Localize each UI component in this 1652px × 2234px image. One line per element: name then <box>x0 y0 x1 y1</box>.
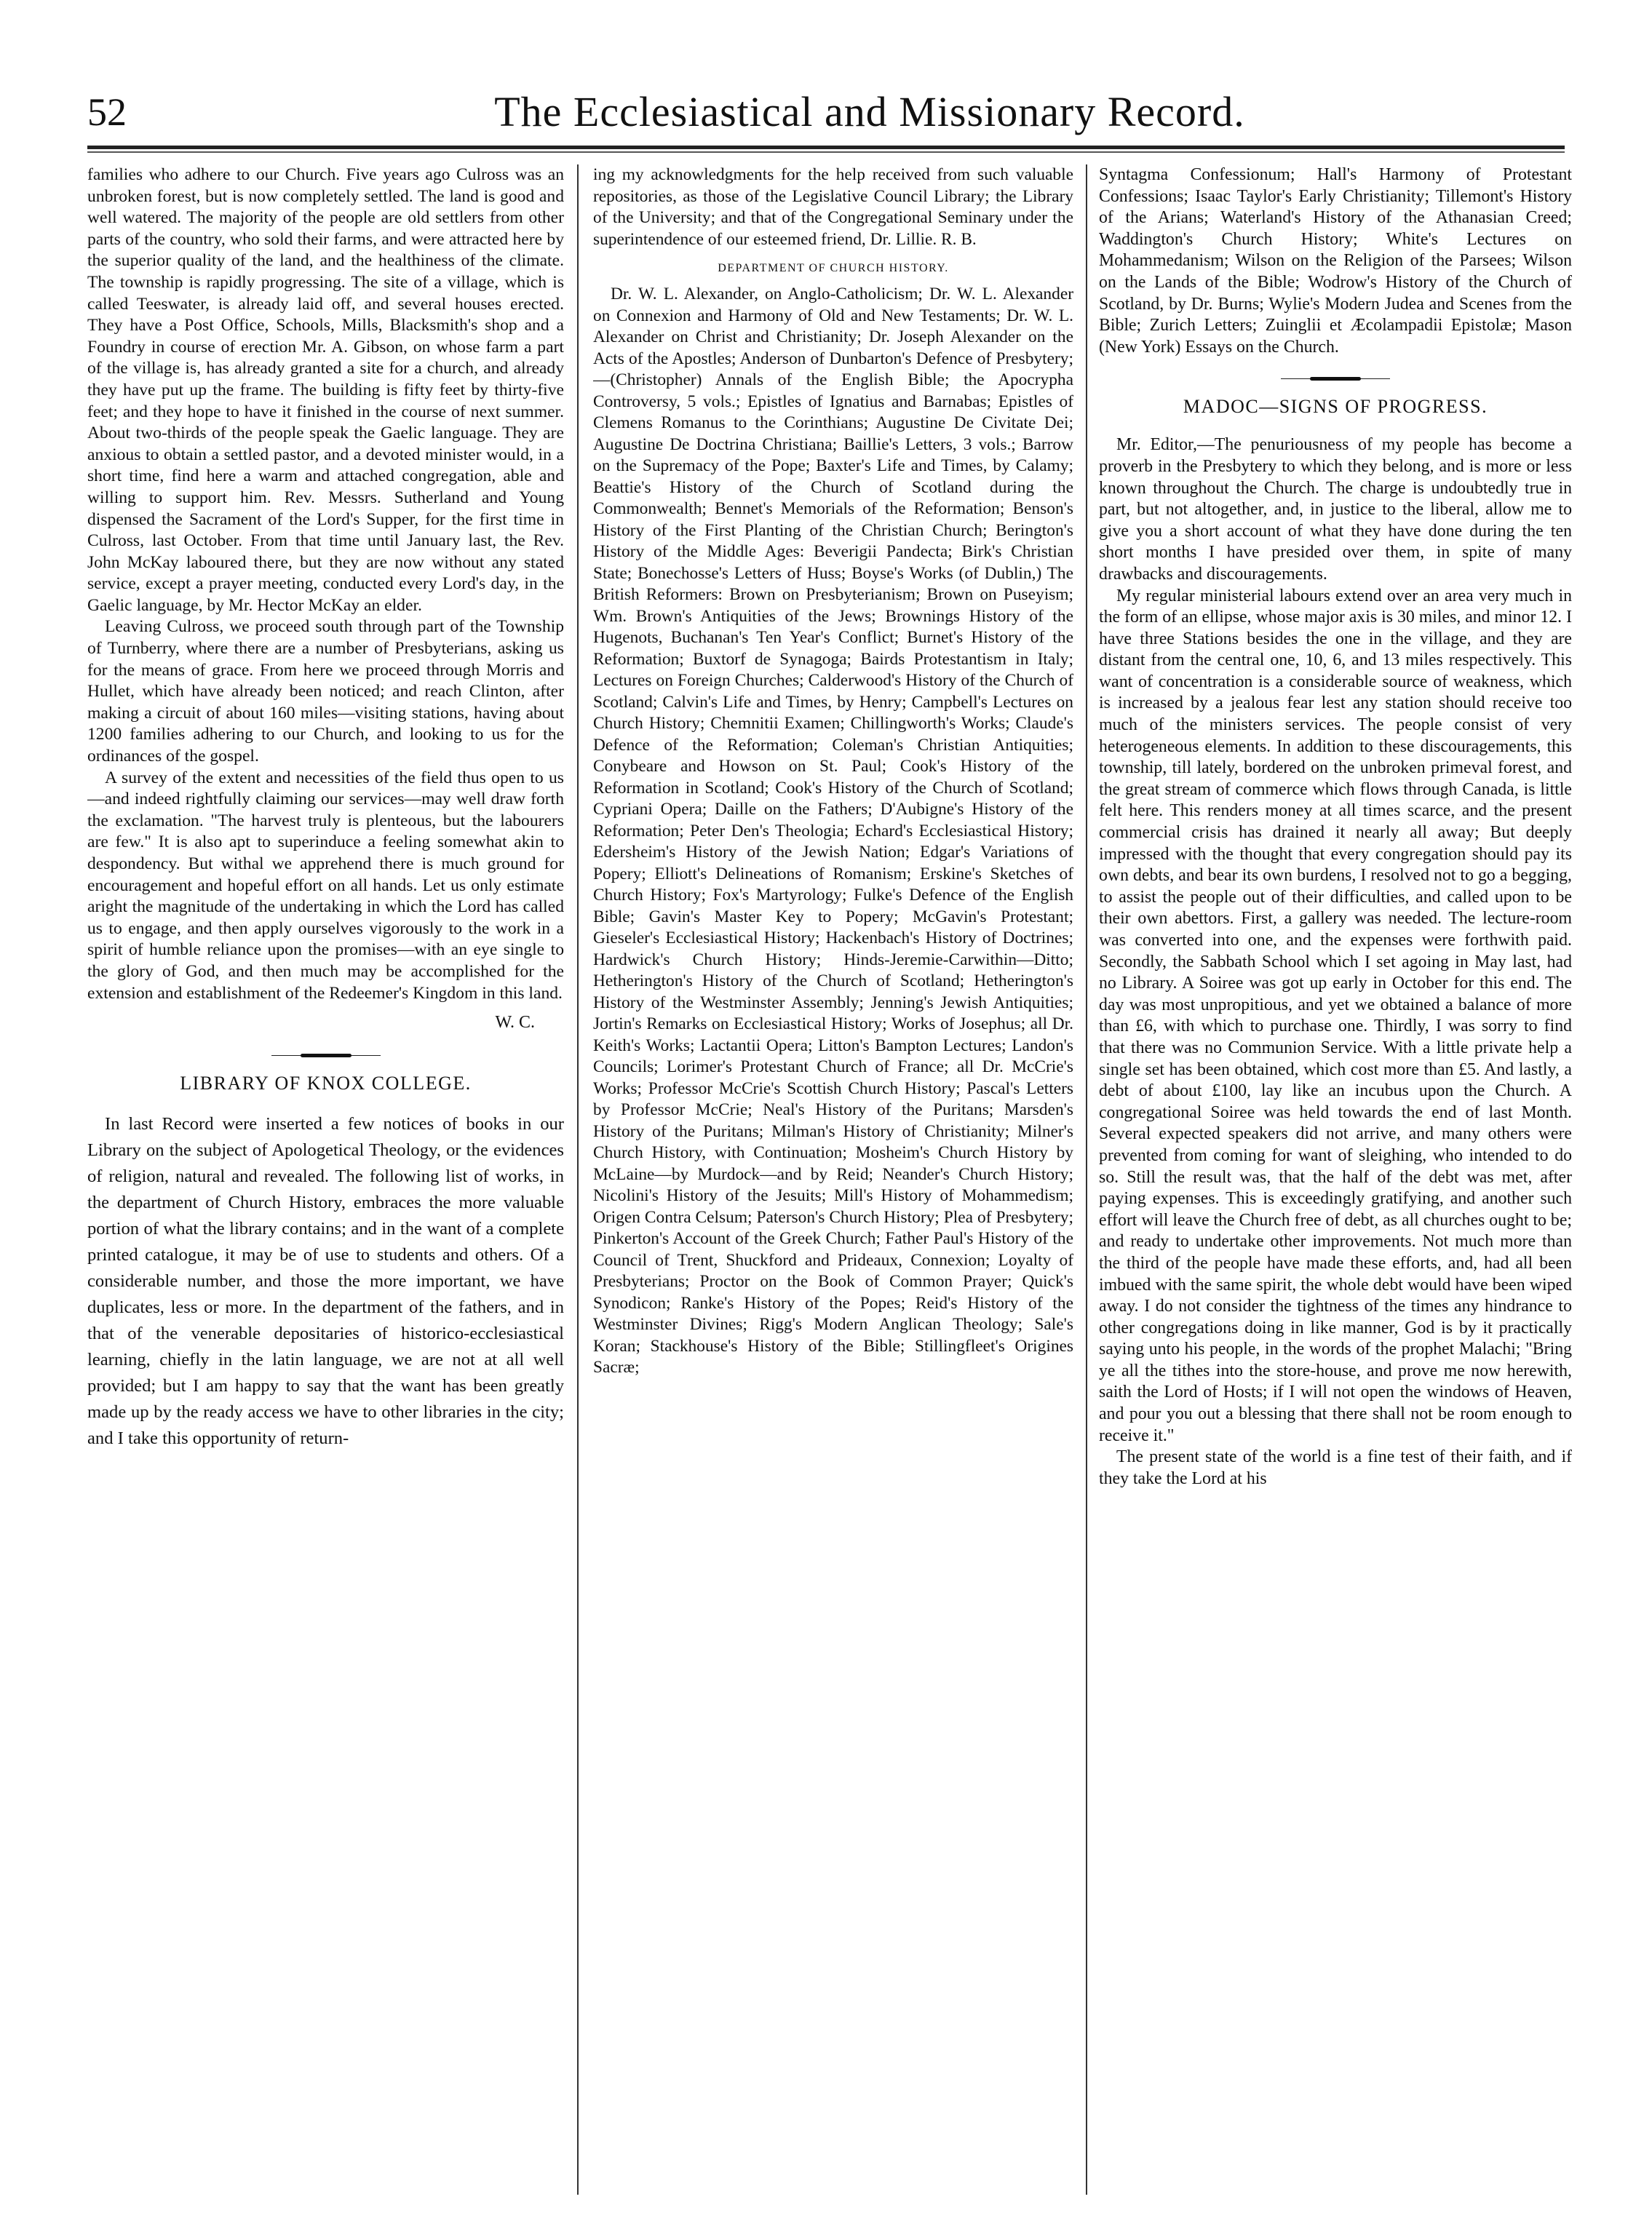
header-rule <box>87 146 1565 149</box>
book-list-continued: Syntagma Confessionum; Hall's Harmony of Protestant Confessions; Isaac Taylor's Early Christianity; Tillemont's History of the Arians; Waterland's History of the Athanasian Creed; Waddington's Church History; White's Lectures on Mohammedanism; Wilson on the Religion of the Parsees; Wilson on the Lands of the Bible; Wodrow's History of the Church of Scotland, by Dr. Burns; Wylie's Modern Judea and Scenes from the Bible; Zurich Letters; Zuinglii et Æcolampadii Epistolæ; Mason (New York) Essays on the Church. <box>1099 165 1572 357</box>
article-paragraph: Leaving Culross, we proceed south through part of the Township of Turnberry, where there are a number of Presbyterians, asking us for the means of grace. From here we proceed through Morris and Hullet, which have already been noticed; and reach Clinton, after making a circuit of about 160 miles—visiting stations, having about 1200 families adhering to our Church, and looking to us for the ordinances of the gospel. <box>87 617 564 766</box>
column-divider <box>577 164 579 2195</box>
book-list: Dr. W. L. Alexander, on Anglo-Catholicism; Dr. W. L. Alexander on Connexion and Harmony of Old and New Testaments; Dr. W. L. Alexander on Christ and Christianity; Dr. Joseph Alexander on the Acts of the Apostles; Anderson of Dunbarton's Defence of Presbytery;—(Christopher) Annals of the English Bible; the Apocrypha Controversy, 5 vols.; Epistles of Ignatius and Barnabas; Epistles of Clemens Romanus to the Corinthians; Augustine De Civitate Dei; Augustine De Doctrina Christiana; Baillie's Letters, 3 vols.; Barrow on the Supremacy of the Pope; Baxter's Life and Times, by Calamy; Beattie's History of the Church of Scotland during the Commonwealth; Bennet's Memorials of the Reformation; Benson's History of the First Planting of the Christian Church; Berington's History of the Middle Ages: Beverigii Pandecta; Birk's Christian State; Bonechosse's Letters of Huss; Boyse's Works (of Dublin,) The British Reformers: Brown on Presbyterianism; Brown on Puseyism; Wm. Brown's Antiquities of the Jews; Brownings History of the Hugenots, Buchanan's Ten Year's Conflict; Burnet's History of the Reformation; Buxtorf de Synagoga; Bairds Protestantism in Italy; Lectures on Foreign Churches; Calderwood's History of the Church of Scotland; Calvin's Life and Times, by Henry; Campbell's Lectures on Church History; Chemnitii Examen; Chillingworth's Works; Claude's Defence of the Reformation; Coleman's Christian Antiquities; Conybeare and Howson on St. Paul; Cook's History of the Reformation in Scotland; Cook's History of the Church of Scotland; Cypriani Opera; Daille on the Fathers; D'Aubigne's History of the Reformation; Peter Den's Theologia; Echard's Ecclesiastical History; Edersheim's History of the Jewish Nation; Edgar's Variations of Popery; Elliott's Delineations of Romanism; Erskine's Sketches of Church History; Fox's Martyrology; Fulke's Defence of the English Bible; Gavin's Master Key to Popery; McGavin's Protestant; Gieseler's Ecclesiastical History; Hackenbach's History of Doctrines; Hardwick's Church History; Hinds-Jeremie-Carwithin—Ditto; Hetherington's History of the Church of Scotland; Hetherington's History of the Westminster Assembly; Jenning's Jewish Antiquities; Jortin's Remarks on Ecclesiastical History; Works of Josephus; all Dr. Keith's Works; Lactantii Opera; Litton's Bampton Lectures; Landon's Councils; Lorimer's Protestant Church of France; all Dr. McCrie's Works; Professor McCrie's Scottish Church History; Pascal's Letters by Professor McCrie; Neal's History of the Puritans; Marsden's History of the Puritans; Milman's History of Christianity; Milner's Church History, with Continuation; Mosheim's Church History by McLaine—by Murdock—and by Reid; Neander's Church History; Nicolini's History of the Jesuits; Mill's History of Mohammedism; Origen Contra Celsum; Paterson's Church History; Plea of Presbytery; Pinkerton's Account of the Greek Church; Father Paul's History of the Council of Trent, Shuckford and Prideaux, Connexion; Loyalty of Presbyterians; Proctor on the Book of Common Prayer; Quick's Synodicon; Ranke's History of the Popes; Reid's History of the Westminster Divines; Rigg's Modern Anglican Theology; Sale's Koran; Stackhouse's History of the Bible; Stillingfleet's Origines Sacræ; <box>593 285 1073 1377</box>
header-rule-thin <box>87 151 1565 153</box>
article-paragraph: In last Record were inserted a few notices of books in our Library on the subject of Apologetical Theology, or the evidences of religion, natural and revealed. The following list of works, in the department of Church History, embraces the more valuable portion of what the library contains; and in the want of a complete printed catalogue, it may be of use to students and others. Of a considerable number, and those the more important, we have duplicates, less or more. In the department of the fathers, and in that of the venerable depositaries of historico-ecclesiastical learning, chiefly in the latin language, we are not at all well provided; but I am happy to say that the want has been greatly made up by the ready access we have to other libraries in the city; and I take this opportunity of return- <box>87 1114 564 1449</box>
subsection-heading: DEPARTMENT OF CHURCH HISTORY. <box>718 262 949 274</box>
section-divider-ornament <box>271 1054 381 1057</box>
library-section <box>87 1070 564 1452</box>
article-paragraph: Mr. Editor,—The penuriousness of my people has become a proverb in the Presbytery to which they belong, and is more or less known throughout the Church. The charge is undoubtedly true in part, but not altogether, and, in justice to the liberal, allow me to give you a short account of what they have done during the ten short months I have presided over them, in spite of many drawbacks and discouragements. <box>1099 435 1572 584</box>
running-title: The Ecclesiastical and Missionary Record. <box>494 88 1245 135</box>
article-paragraph: The present state of the world is a fine test of their faith, and if they take the Lord at his <box>1099 1447 1572 1488</box>
article-paragraph: My regular ministerial labours extend over an area very much in the form of an ellipse, whose major axis is 30 miles, and minor 12. I have three Stations besides the one in the village, and they are distant from the central one, 10, 6, and 13 miles respectively. This want of concentration is a considerable source of weakness, which is increased by a jealous fear lest any station should receive too much of the ministers services. The people consist of very heterogeneous elements. In addition to these discouragements, this township, till lately, bordered on the unbroken primeval forest, and the great stream of commerce which flows through Canada, is little felt here. This renders money at all times scarce, and the present commercial crisis has drained it nearly all away; But deeply impressed with the thought that every congregation should pay its own debts, and bear its own burdens, I resolved not to go a begging, to assist the people out of their difficulties, and called upon to be their own abettors. First, a gallery was needed. The lecture-room was converted into one, and the expenses were forthwith paid. Secondly, the Sabbath School which I set agoing in May last, had no Library. A Soiree was got up early in October for this end. The day was most unpropitious, and yet we obtained a balance of more than £6, with which to purchase one. Thirdly, I was sorry to find that there was no Communion Service. With a little private help a single set has been obtained, which cost more than £5. And lastly, a debt of about £100, lay like an incubus upon the Church. A congregational Soiree was held towards the end of last Month. Several expected speakers did not arrive, and many others were prevented from coming for want of sleighing, who intended to do so. Still the result was, that the half of the debt was met, after paying expenses. This is exceedingly gratifying, and another such effort will leave the Church free of debt, as all churches ought to be; and ready to undertake other improvements. Not much more than the third of the people have made these efforts, and, had all been imbued with the same spirit, the whole debt would have been wiped away. I do not consider the tightness of the times any hindrance to other congregations doing in like manner, God is by it practically saying unto his people, in the words of the prophet Malachi; "Bring ye all the tithes into the store-house, and prove me now herewith, saith the Lord of Hosts; if I will not open the windows of Heaven, and pour you out a blessing that there shall not be room enough to receive it." <box>1099 586 1572 1445</box>
section-heading: MADOC—SIGNS OF PROGRESS. <box>1183 396 1488 418</box>
article-paragraph: A survey of the extent and necessities of the field thus open to us—and indeed rightfully claiming our services—may well draw forth the exclamation. "The harvest truly is plenteous, but the labourers are few." It is also apt to superinduce a feeling somewhat akin to despondency. But withal we apprehend there is much ground for encouragement and hopeful effort on all hands. Let us only estimate aright the magnitude of the undertaking in which the Lord has called us to engage, and then apply ourselves vigorously to the work in a spirit of humble reliance upon the promises—with an eye single to the glory of God, and then much may be accomplished for the extension and establishment of the Redeemer's Kingdom in this land. <box>87 768 564 1003</box>
section-heading: LIBRARY OF KNOX COLLEGE. <box>180 1073 472 1094</box>
column-1 <box>87 164 564 2195</box>
column-2 <box>593 164 1073 2195</box>
page-header <box>87 86 1565 144</box>
article-signature: W. C. <box>495 1013 535 1033</box>
page-number: 52 <box>87 90 127 134</box>
section-divider-ornament <box>1281 377 1390 381</box>
column-divider <box>1086 164 1087 2195</box>
article-paragraph: families who adhere to our Church. Five years ago Culross was an unbroken forest, but is now completely settled. The land is good and well watered. The majority of the people are old settlers from other parts of the country, who sold their farms, and were attracted here by the superior quality of the land, and the healthiness of the climate. The township is rapidly progressing. The site of a village, which is called Teeswater, is already laid off, and several houses erected. They have a Post Office, Schools, Mills, Blacksmith's shop and a Foundry in course of erection Mr. A. Gibson, on whose farm a part of the village is, has already granted a site for a church, and already they have put up the frame. The building is fifty feet by thirty-five feet; and they hope to have it finished in the course of next summer. About two-thirds of the people speak the Gaelic language. They are anxious to obtain a settled pastor, and a devoted minister would, in a short time, find here a warm and attached congregation, able and willing to support him. Rev. Messrs. Sutherland and Young dispensed the Sacrament of the Lord's Supper, for the first time in Culross, last October. From that time until January last, the Rev. John McKay laboured there, but they are now without any stated service, except a prayer meeting, conducted every Lord's day, in the Gaelic language, by Mr. Hector McKay an elder. <box>87 165 564 615</box>
column-3 <box>1099 164 1572 2195</box>
article-paragraph: ing my acknowledgments for the help received from such valuable repositories, as those of the Legislative Council Library; the Library of the University; and that of the Congregational Seminary under the superintendence of our esteemed friend, Dr. Lillie. R. B. <box>593 165 1073 249</box>
